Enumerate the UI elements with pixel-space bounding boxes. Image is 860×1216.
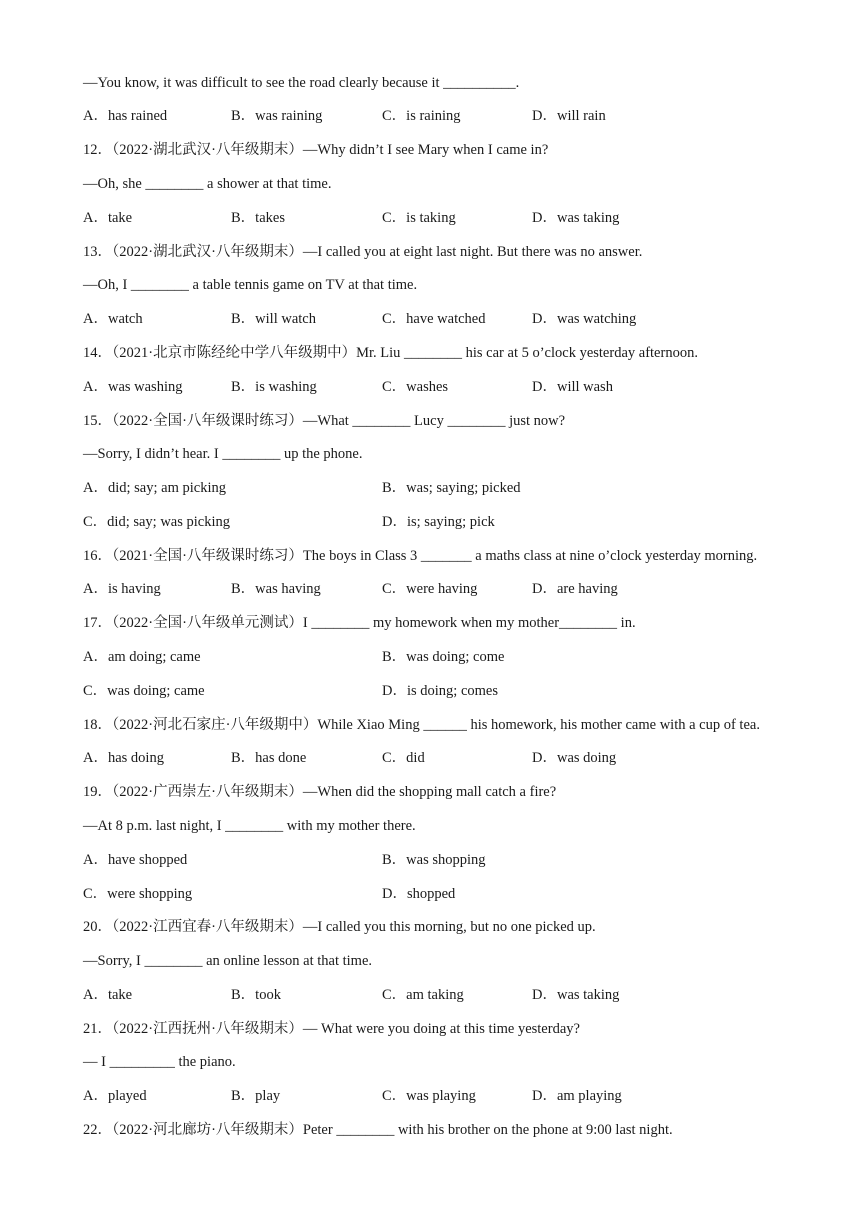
option-c: C．is taking [382,210,456,226]
option-b: B．play [231,1088,281,1104]
question-12-reply: —Oh, she ________ a shower at that time. [83,176,332,192]
option-c: C．have watched [382,311,486,327]
option-d: D．is doing; comes [382,683,498,699]
question-16-stem: 16．（2021·全国·八年级课时练习）The boys in Class 3 _______ a maths class at nine o’clock yesterday morning. [83,548,758,564]
option-a: A．am doing; came [83,649,201,665]
option-a: A．played [83,1088,147,1104]
option-c: C．was playing [382,1088,476,1104]
option-a: A．has rained [83,108,168,124]
option-c: C．was doing; came [83,683,205,699]
question-11-stem: —You know, it was difficult to see the road clearly because it __________. [83,75,520,91]
option-d: D．will wash [532,379,613,395]
option-c: C．washes [382,379,449,395]
question-21-stem: 21．（2022·江西抚州·八年级期末）— What were you doing at this time yesterday? [83,1021,580,1037]
option-d: D．shopped [382,886,456,902]
option-d: D．was taking [532,987,620,1003]
question-18-stem: 18．（2022·河北石家庄·八年级期中）While Xiao Ming ______ his homework, his mother came with a cup of tea. [83,717,760,733]
option-c: C．did; say; was picking [83,514,231,530]
option-a: A．watch [83,311,143,327]
option-b: B．was raining [231,108,323,124]
option-c: C．did [382,750,425,766]
option-c: C．is raining [382,108,461,124]
option-a: A．was washing [83,379,183,395]
option-b: B．was having [231,581,321,597]
option-a: A．have shopped [83,852,188,868]
option-d: D．was taking [532,210,620,226]
question-20-reply: —Sorry, I ________ an online lesson at that time. [83,953,373,969]
option-c: C．were having [382,581,478,597]
question-13-stem: 13．（2022·湖北武汉·八年级期末）—I called you at eight last night. But there was no answer. [83,244,643,260]
option-c: C．were shopping [83,886,193,902]
option-a: A．take [83,210,133,226]
question-17-stem: 17．（2022·全国·八年级单元测试）I ________ my homework when my mother________ in. [83,615,636,631]
option-a: A．take [83,987,133,1003]
option-d: D．was doing [532,750,617,766]
option-b: B．has done [231,750,307,766]
option-d: D．will rain [532,108,606,124]
question-22-stem: 22．（2022·河北廊坊·八年级期末）Peter ________ with his brother on the phone at 9:00 last night. [83,1122,673,1138]
option-b: B．is washing [231,379,317,395]
option-a: A．has doing [83,750,164,766]
question-19-reply: —At 8 p.m. last night, I ________ with my mother there. [83,818,416,834]
option-d: D．am playing [532,1088,622,1104]
question-14-stem: 14．（2021·北京市陈经纶中学八年级期中）Mr. Liu ________ his car at 5 o’clock yesterday afternoon. [83,345,698,361]
option-b: B．was; saying; picked [382,480,521,496]
option-a: A．did; say; am picking [83,480,226,496]
question-13-reply: —Oh, I ________ a table tennis game on TV at that time. [83,277,418,293]
question-21-reply: — I _________ the piano. [83,1054,236,1070]
option-b: B．was shopping [382,852,486,868]
option-a: A．is having [83,581,161,597]
option-b: B．will watch [231,311,316,327]
question-15-stem: 15．（2022·全国·八年级课时练习）—What ________ Lucy ________ just now? [83,413,566,429]
option-d: D．are having [532,581,618,597]
question-15-reply: —Sorry, I didn’t hear. I ________ up the phone. [83,446,363,462]
option-c: C．am taking [382,987,464,1003]
question-20-stem: 20．（2022·江西宜春·八年级期末）—I called you this morning, but no one picked up. [83,919,596,935]
option-b: B．took [231,987,281,1003]
option-b: B．was doing; come [382,649,505,665]
question-19-stem: 19．（2022·广西崇左·八年级期末）—When did the shopping mall catch a fire? [83,784,557,800]
question-12-stem: 12．（2022·湖北武汉·八年级期末）—Why didn’t I see Mary when I came in? [83,142,549,158]
option-b: B．takes [231,210,285,226]
option-d: D．is; saying; pick [382,514,495,530]
option-d: D．was watching [532,311,637,327]
